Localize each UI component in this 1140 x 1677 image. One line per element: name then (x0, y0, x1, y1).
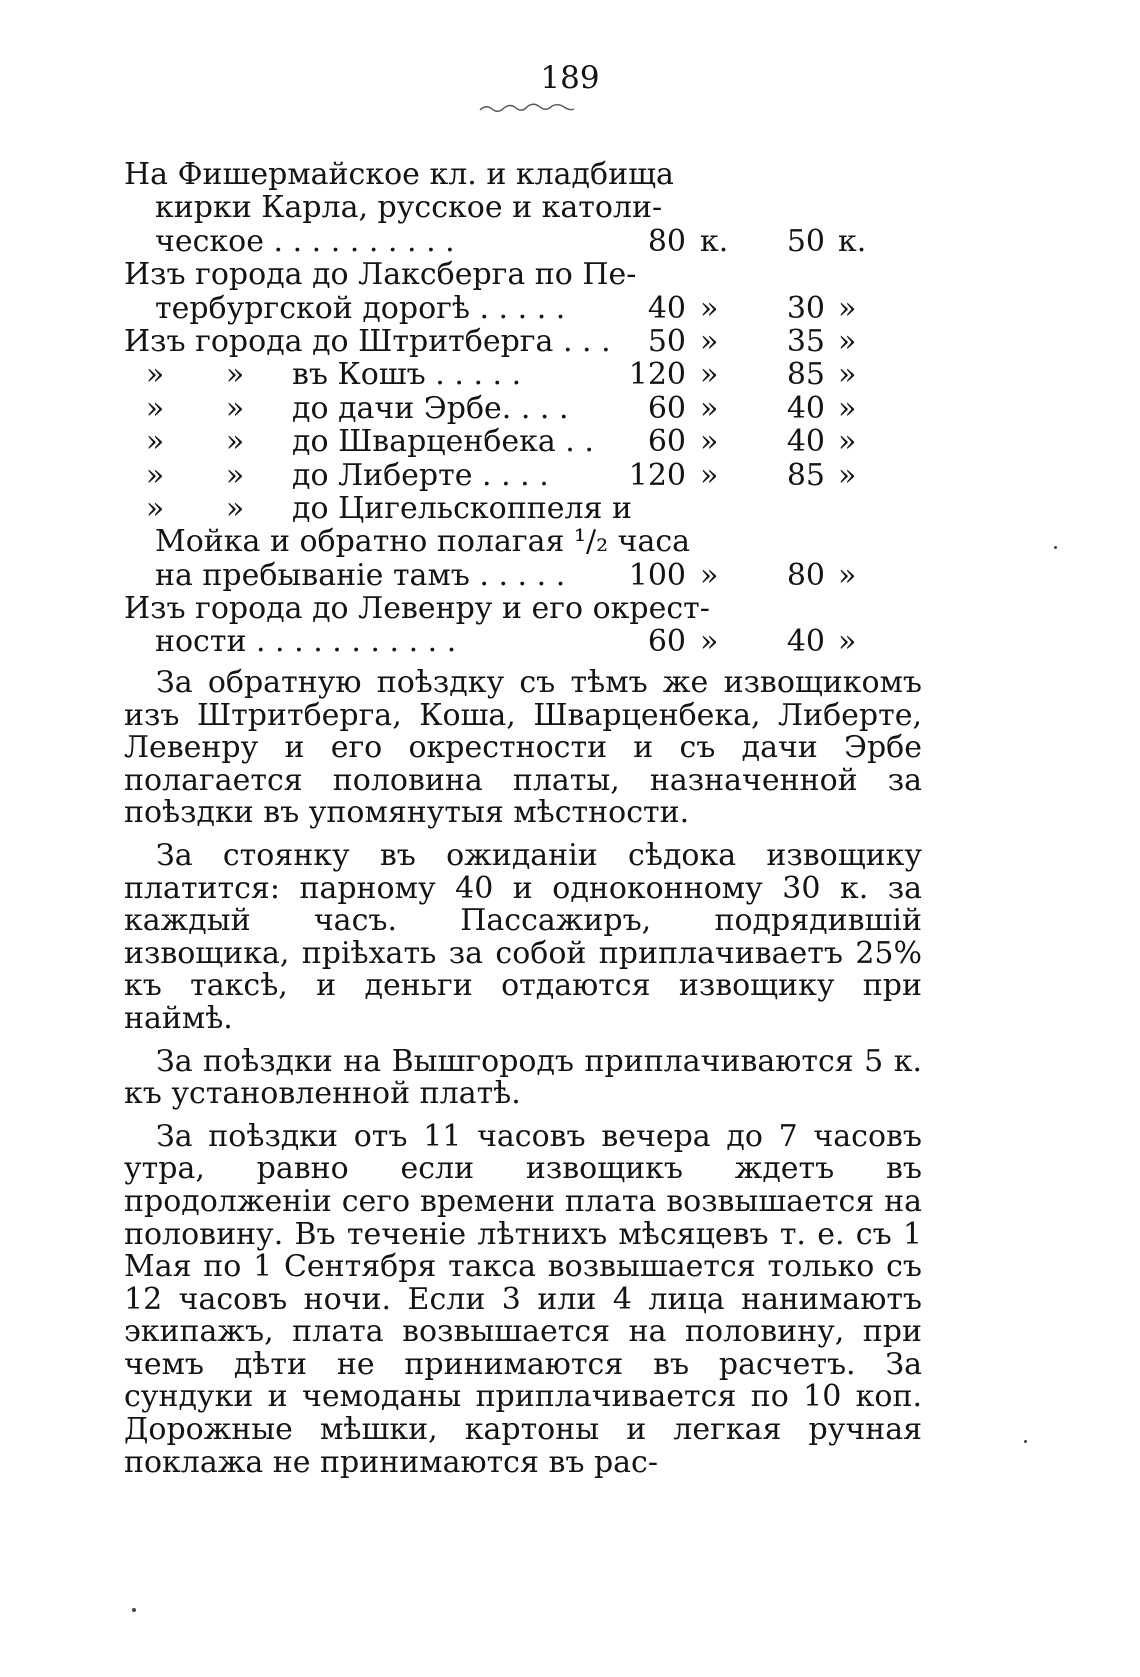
tariff-label: до Либерте . . . . (292, 457, 549, 493)
price-single: 35 (786, 323, 825, 359)
price-pair-unit: » (700, 424, 719, 460)
tariff-row (0, 292, 1140, 325)
price-pair: 60 (647, 390, 686, 426)
price-single-unit: » (838, 390, 857, 426)
price-single: 40 (786, 624, 825, 660)
tariff-label: кирки Карла, русское и католи- (155, 190, 663, 226)
price-pair-unit: » (700, 557, 719, 593)
print-speck (1024, 1440, 1027, 1443)
tariff-row (0, 225, 1140, 258)
price-pair: 100 (628, 557, 686, 593)
price-pair: 120 (628, 357, 686, 393)
tariff-label: въ Кошъ . . . . . (292, 357, 522, 393)
tariff-label: На Фишермайское кл. и кладбища (124, 157, 674, 192)
price-single-unit: » (838, 457, 857, 493)
ditto-mark: » (145, 457, 165, 493)
price-single: 30 (786, 290, 825, 326)
price-pair: 40 (647, 290, 686, 326)
ditto-mark: » (145, 424, 165, 460)
price-pair: 60 (647, 624, 686, 660)
price-single-unit: » (838, 290, 857, 326)
price-single: 85 (786, 357, 825, 393)
tariff-label: Изъ города до Лаксберга по Пе- (124, 257, 637, 293)
note-paragraph: За поѣздки отъ 11 часовъ вечера до 7 часовъ утра, равно если извощикъ ждетъ въ продолженіи сего времени плата возвышается на половину. Въ теченіе лѣтнихъ мѣсяцевъ т. е. съ 1 Мая по 1 Сентября такса возвышается только съ 12 часовъ ночи. Если 3 или 4 лица нанимаютъ экипажъ, плата возвышается на половину, при чемъ дѣти не принимаются въ расчетъ. За сундуки и чемоданы приплачивается по 10 коп. Дорожные мѣшки, картоны и легкая ручная поклажа не принимаются въ рас- (124, 1118, 922, 1480)
ditto-mark: » (145, 357, 165, 393)
tariff-row (0, 325, 1140, 358)
price-single-unit: к. (838, 223, 867, 259)
tariff-label: на пребываніе тамъ . . . . . (155, 557, 566, 593)
ditto-mark: » (225, 424, 245, 460)
price-single-unit: » (838, 323, 857, 359)
tariff-row (0, 425, 1140, 458)
price-single-unit: » (838, 624, 857, 660)
tariff-label: до Шварценбека . . (292, 424, 594, 460)
tariff-table (0, 158, 1140, 659)
price-pair: 120 (628, 457, 686, 493)
price-pair: 50 (647, 323, 686, 359)
note-paragraph: За обратную поѣздку съ тѣмъ же извощикомъ изъ Штритберга, Коша, Шварценбека, Либерте, Левенру и его окрестности и съ дачи Эрбе полагается половина платы, назначенной за поѣздки въ упомянутыя мѣстности. (124, 665, 922, 831)
price-single-unit: » (838, 357, 857, 393)
tariff-label: Изъ города до Штритберга . . . (124, 323, 611, 359)
tariff-row (0, 459, 1140, 492)
price-pair-unit: » (700, 357, 719, 393)
ditto-mark: » (145, 490, 165, 526)
ditto-mark: » (225, 390, 245, 426)
note-paragraph: За стоянку въ ожиданіи сѣдока извощику платится: парному 40 и одноконному 30 к. за каждый часъ. Пассажиръ, подрядившій извощика, пріѣхать за собой приплачиваетъ 25% къ таксѣ, и деньги отдаются извощику при наймѣ. (124, 837, 922, 1036)
price-single: 80 (786, 557, 825, 593)
ditto-mark: » (225, 490, 245, 526)
ditto-mark: » (225, 457, 245, 493)
tariff-row (0, 525, 1140, 558)
tariff-row (0, 592, 1140, 625)
tariff-label: Изъ города до Левенру и его окрест- (124, 591, 710, 627)
tariff-label: ности . . . . . . . . . . . (155, 624, 457, 660)
tariff-row (0, 625, 1140, 658)
tariff-label: тербургской дорогѣ . . . . . (155, 290, 566, 326)
tariff-label: ческое . . . . . . . . . . (155, 223, 455, 259)
price-single: 40 (786, 390, 825, 426)
ditto-mark: » (225, 357, 245, 393)
tariff-row (0, 258, 1140, 291)
tariff-label: до Цигельскоппеля и (292, 490, 632, 526)
price-single: 40 (786, 424, 825, 460)
tariff-row (0, 358, 1140, 391)
print-speck (1054, 546, 1057, 549)
page-number: 189 (540, 60, 600, 96)
print-speck (132, 1608, 136, 1612)
tariff-row (0, 559, 1140, 592)
price-pair: 80 (647, 223, 686, 259)
price-pair-unit: » (700, 323, 719, 359)
price-pair-unit: » (700, 624, 719, 660)
tariff-row (0, 158, 1140, 191)
ornament-divider (478, 100, 576, 114)
price-single: 85 (786, 457, 825, 493)
tariff-row (0, 492, 1140, 525)
price-pair: 60 (647, 424, 686, 460)
price-single-unit: » (838, 557, 857, 593)
price-pair-unit: » (700, 390, 719, 426)
price-single-unit: » (838, 424, 857, 460)
note-paragraph: За поѣздки на Вышгородъ приплачиваются 5 к. къ установленной платѣ. (124, 1043, 922, 1112)
tariff-label: до дачи Эрбе. . . . (292, 390, 569, 426)
price-pair-unit: » (700, 290, 719, 326)
tariff-label: Мойка и обратно полагая ¹/₂ часа (155, 524, 691, 560)
tariff-row (0, 392, 1140, 425)
price-single: 50 (786, 223, 825, 259)
ditto-mark: » (145, 390, 165, 426)
price-pair-unit: к. (700, 223, 729, 259)
tariff-row (0, 191, 1140, 224)
price-pair-unit: » (700, 457, 719, 493)
tariff-notes (124, 667, 922, 1489)
